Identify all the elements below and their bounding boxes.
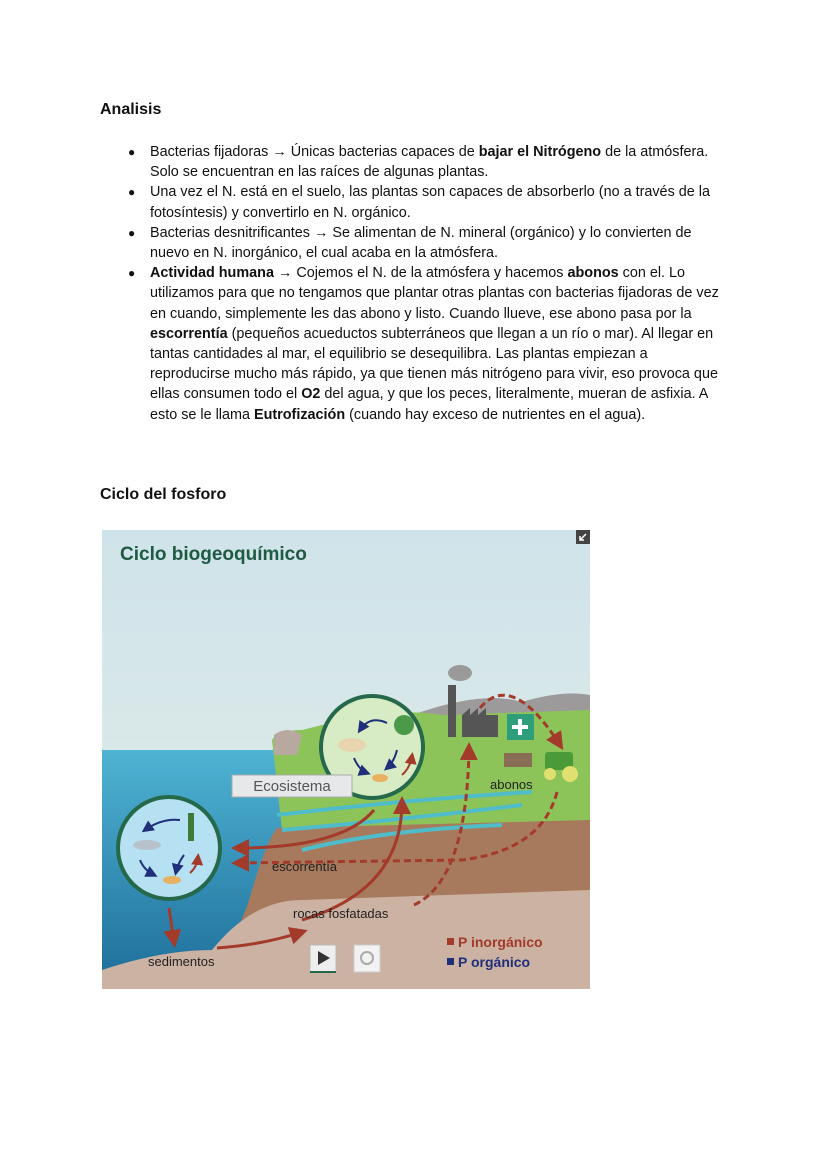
- section-heading-analisis: Analisis: [100, 101, 162, 118]
- bullet-icon: ●: [128, 145, 136, 159]
- marine-ecosystem-circle: [118, 797, 220, 899]
- play-button[interactable]: [310, 945, 336, 973]
- replay-button[interactable]: [354, 945, 380, 972]
- analysis-bullet-list: [130, 142, 730, 425]
- legend-p-organico: P orgánico: [458, 954, 531, 970]
- bold-text: bajar el Nitrógeno: [478, 144, 602, 160]
- diagram-title: Ciclo biogeoquímico: [120, 544, 307, 565]
- bullet-icon: ●: [128, 225, 136, 240]
- legend-p-inorganico: P inorgánico: [458, 934, 543, 950]
- bacteria-icon: [163, 876, 181, 884]
- text: con el. Lo utilizamos para que no tengamos que plantar otras plantas con bacterias fijadoras de vez en cuando, simplemente les das abono y listo. Cuando llueve, ese abono pasa por la: [150, 265, 719, 322]
- ecosystem-button[interactable]: [232, 775, 352, 797]
- text: de la atmósfera. Solo se encuentran en las raíces de algunas plantas.: [150, 144, 709, 181]
- text: Bacterias desnitrificantes → Se alimentan de N. mineral (orgánico) y lo convierten de nuevo en N. inorgánico, el cual acaba en la atmósfera.: [150, 224, 692, 262]
- list-item: [130, 142, 730, 182]
- section-heading-ciclo-fosforo: Ciclo del fosforo: [100, 486, 227, 503]
- minimize-button[interactable]: [576, 530, 590, 544]
- text: → Cojemos el N. de la atmósfera y hacemos: [273, 265, 568, 282]
- ecosystem-button-label: Ecosistema: [253, 778, 331, 795]
- bullet-icon: ●: [128, 185, 136, 200]
- text: Una vez el N. está en el suelo, las plantas son capaces de absorberlo (no a través de la fotosíntesis) y convertirlo en N. orgánico.: [150, 184, 710, 221]
- fertilizer-bags-icon: [504, 753, 532, 767]
- bold-text: abonos: [567, 265, 619, 282]
- seaweed-icon: [188, 813, 194, 841]
- cliff: [274, 730, 302, 755]
- label-sedimentos: sedimentos: [148, 954, 215, 969]
- bold-text: escorrentía: [150, 325, 228, 342]
- label-rocas-fosfatadas: rocas fosfatadas: [293, 906, 389, 921]
- list-item: [130, 182, 730, 222]
- label-escorrentia: escorrentía: [272, 859, 338, 874]
- text: (pequeños acueductos subterráneos que llegan a un río o mar). Al llegar en tantas cantidades al mar, el equilibrio se desequilibra. Las plantas empiezan a reproducirse mucho más rápido, ya que tienen más nitrógeno para vivir, eso provoca que ellas consumen todo el: [150, 325, 718, 403]
- bacteria-icon: [372, 774, 388, 782]
- bullet-icon: ●: [128, 266, 136, 281]
- bold-text: O2: [301, 386, 321, 403]
- bold-text: Actividad humana: [150, 265, 274, 282]
- bold-text: Eutrofización: [253, 406, 346, 423]
- phosphorus-cycle-diagram: [102, 530, 590, 989]
- text: Bacterias fijadoras → Únicas bacterias capaces de: [150, 144, 479, 160]
- list-item: [130, 223, 730, 263]
- text: del agua, y que los peces, literalmente, mueran de asfixia. A esto se le llama: [150, 386, 708, 423]
- fish-icon: [133, 840, 161, 850]
- text: (cuando hay exceso de nutrientes en el agua).: [345, 406, 646, 423]
- fertilizer-plus-icon: [507, 714, 534, 740]
- tree-icon: [394, 715, 414, 735]
- list-item: [130, 263, 730, 425]
- animal-icon: [338, 738, 366, 752]
- label-abonos: abonos: [490, 777, 533, 792]
